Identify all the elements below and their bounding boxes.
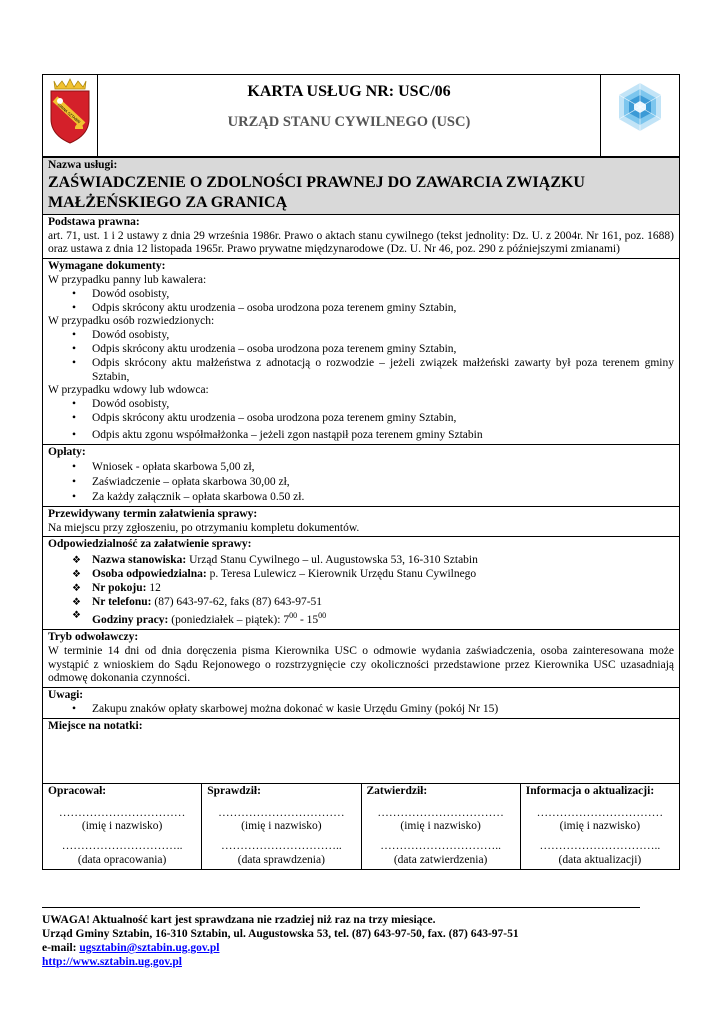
room-label: Nr pokoju: [92,581,147,594]
list-item [92,568,674,582]
signature-approved [361,783,520,869]
list-item: • Odpis skrócony aktu małżeństwa z adnotacją o rozwodzie – jeżeli związek małżeński zawarty był poza terenem gminy Sztabin, [92,357,674,385]
gmina-coat-of-arms-logo [43,75,97,156]
hours-to: - 15 [297,614,319,627]
logo-cell [43,75,98,156]
hours-from: (poniedziałek – piątek): 7 [171,614,290,627]
crystal-logo-cell [600,75,679,156]
svg-text:GMINA SZTABIN: GMINA SZTABIN [56,102,81,125]
footer-email-line [42,941,640,955]
room-value: 12 [149,581,161,594]
documents-group-divorced-title: W przypadku osób rozwiedzionych: [48,315,215,328]
documents-group-widowed-title: W przypadku wdowy lub wdowca: [48,384,209,397]
appeal-label: Tryb odwoławczy: [48,630,139,643]
signature-name-caption: (imię i nazwisko) [81,820,163,833]
signature-date-line: ………………………….. [380,840,501,853]
signature-title: Opracował: [48,784,107,797]
signature-date-caption: (data zatwierdzenia) [393,853,488,866]
signature-title: Sprawdził: [207,784,261,797]
list-item: • Odpis skrócony aktu urodzenia – osoba urodzona poza terenem gminy Sztabin, [92,412,674,426]
fees-label: Opłaty: [48,445,86,458]
signature-name-line: …………………………… [58,806,186,819]
signatures-row [43,783,680,869]
signature-title: Zatwierdził: [366,784,428,797]
hours-from-minutes: 00 [289,611,298,621]
list-item: • Odpis skrócony aktu urodzenia – osoba urodzona poza terenem gminy Sztabin, [92,343,674,357]
email-link[interactable]: ugsztabin@sztabin.ug.gov.pl [79,942,220,954]
legal-basis-section [43,214,680,258]
signature-name-line: …………………………… [536,806,664,819]
card-header [42,74,680,157]
memo-section [43,718,680,783]
list-item: • Zakupu znaków opłaty skarbowej można dokonać w kasie Urzędu Gminy (pokój Nr 15) [92,703,674,717]
signature-name-caption: (imię i nazwisko) [400,820,481,833]
signature-title: Informacja o aktualizacji: [525,784,655,797]
appeal-text: W terminie 14 dni od dnia doręczenia pisma Kierownika USC o odmowie wydania zaświadczenia, osoba zainteresowana może wystąpić z wnioskiem do Sądu Rejonowego o rozstrzygnięcie czy okoliczności przedstawione przez Kierownika USC uzasadniają odmowę dokonania czynności. [48,644,674,685]
position-label: Nazwa stanowiska: [92,554,187,567]
list-item: • Zaświadczenie – opłata skarbowa 30,00 zł, [92,476,674,490]
signature-date-caption: (data sprawdzenia) [237,853,325,866]
person-value: p. Teresa Lulewicz – Kierownik Urzędu Stanu Cywilnego [209,567,477,580]
list-item: • Odpis skrócony aktu urodzenia – osoba urodzona poza terenem gminy Sztabin, [92,302,674,316]
office-subtitle: URZĄD STANU CYWILNEGO (USC) [227,114,471,130]
footer-address: Urząd Gminy Sztabin, 16-310 Sztabin, ul. Augustowska 53, tel. (87) 643-97-50, fax. (87) 643-97-51 [42,928,519,940]
documents-group-widowed-list [48,398,674,442]
list-item: • Wniosek - opłata skarbowa 5,00 zł, [92,461,674,475]
hours-label: Godziny pracy: [92,614,169,627]
crystal-hexagon-icon [601,75,679,156]
signature-name-line: …………………………… [377,806,504,819]
service-name: ZAŚWIADCZENIE O ZDOLNOŚCI PRAWNEJ DO ZAWARCIA ZWIĄZKU MAŁŻEŃSKIEGO ZA GRANICĄ [48,173,585,211]
responsibility-list [48,554,674,628]
signature-date-line: ………………………….. [221,840,342,853]
website-link[interactable]: http://www.sztabin.ug.gov.pl [42,956,182,968]
signature-checked [202,783,361,869]
legal-basis-label: Podstawa prawna: [48,215,140,228]
card-title: KARTA USŁUG NR: USC/06 [247,83,451,100]
list-item: • Za każdy załącznik – opłata skarbowa 0.50 zł. [92,491,674,505]
documents-group-single-list [48,288,674,316]
service-name-label: Nazwa usługi: [48,159,118,171]
signature-name-line: …………………………… [218,806,345,819]
notes-label: Uwagi: [48,689,84,702]
phone-label: Nr telefonu: [92,595,152,608]
notes-section [43,688,680,719]
signature-prepared [43,783,202,869]
list-item: • Dowód osobisty, [92,329,674,343]
footer-notice: UWAGA! Aktualność kart jest sprawdzana nie rzadziej niż raz na trzy miesiące. [42,914,436,926]
processing-term-section [43,506,680,537]
fees-list [48,461,674,504]
signature-date-line: ………………………….. [539,840,661,853]
list-item [92,609,674,628]
hours-to-minutes: 00 [318,611,327,621]
signature-date-caption: (data opracowania) [77,853,167,866]
appeal-section [43,629,680,687]
processing-term-label: Przewidywany termin załatwienia sprawy: [48,507,258,520]
signature-name-caption: (imię i nazwisko) [241,820,322,833]
fees-section [43,444,680,506]
list-item [92,554,674,568]
legal-basis-text: art. 71, ust. 1 i 2 ustawy z dnia 29 września 1986r. Prawo o aktach stanu cywilnego (tekst jednolity: Dz. U. z 2004r. Nr 161, poz. 1688) oraz ustawa z dnia 12 listopada 1965r. Prawo prywatne międzynarodowe (Dz. U. Nr 46, poz. 290 z późniejszymi zmianami) [48,229,674,256]
service-name-section [43,158,680,215]
documents-group-single-title: W przypadku panny lub kawalera: [48,273,207,286]
list-item [92,596,674,610]
signature-update-info [520,783,679,869]
list-item: • Dowód osobisty, [92,288,674,302]
position-value: Urząd Stanu Cywilnego – ul. Augustowska 53, 16-310 Sztabin [189,554,478,567]
signature-date-line: ………………………….. [61,840,183,853]
required-documents-section [43,259,680,444]
list-item: • Odpis aktu zgonu współmałżonka – jeżeli zgon nastąpił poza terenem gminy Sztabin [92,429,674,443]
responsibility-label: Odpowiedzialność za załatwienie sprawy: [48,538,252,551]
signature-date-caption: (data aktualizacji) [558,853,642,866]
phone-value: (87) 643-97-62, faks (87) 643-97-51 [154,595,323,608]
memo-label: Miejsce na notatki: [48,719,143,732]
required-documents-label: Wymagane dokumenty: [48,260,166,273]
service-card-table [42,157,680,870]
responsibility-section [43,537,680,630]
processing-term-text: Na miejscu przy zgłoszeniu, po otrzymaniu kompletu dokumentów. [48,521,360,534]
person-label: Osoba odpowiedzialna: [92,567,207,580]
signature-name-caption: (imię i nazwisko) [559,820,641,833]
notes-list [48,703,674,717]
list-item [92,582,674,596]
page-footer [42,907,640,969]
email-label: e-mail: [42,942,80,954]
documents-group-divorced-list [48,329,674,384]
list-item: • Dowód osobisty, [92,398,674,412]
